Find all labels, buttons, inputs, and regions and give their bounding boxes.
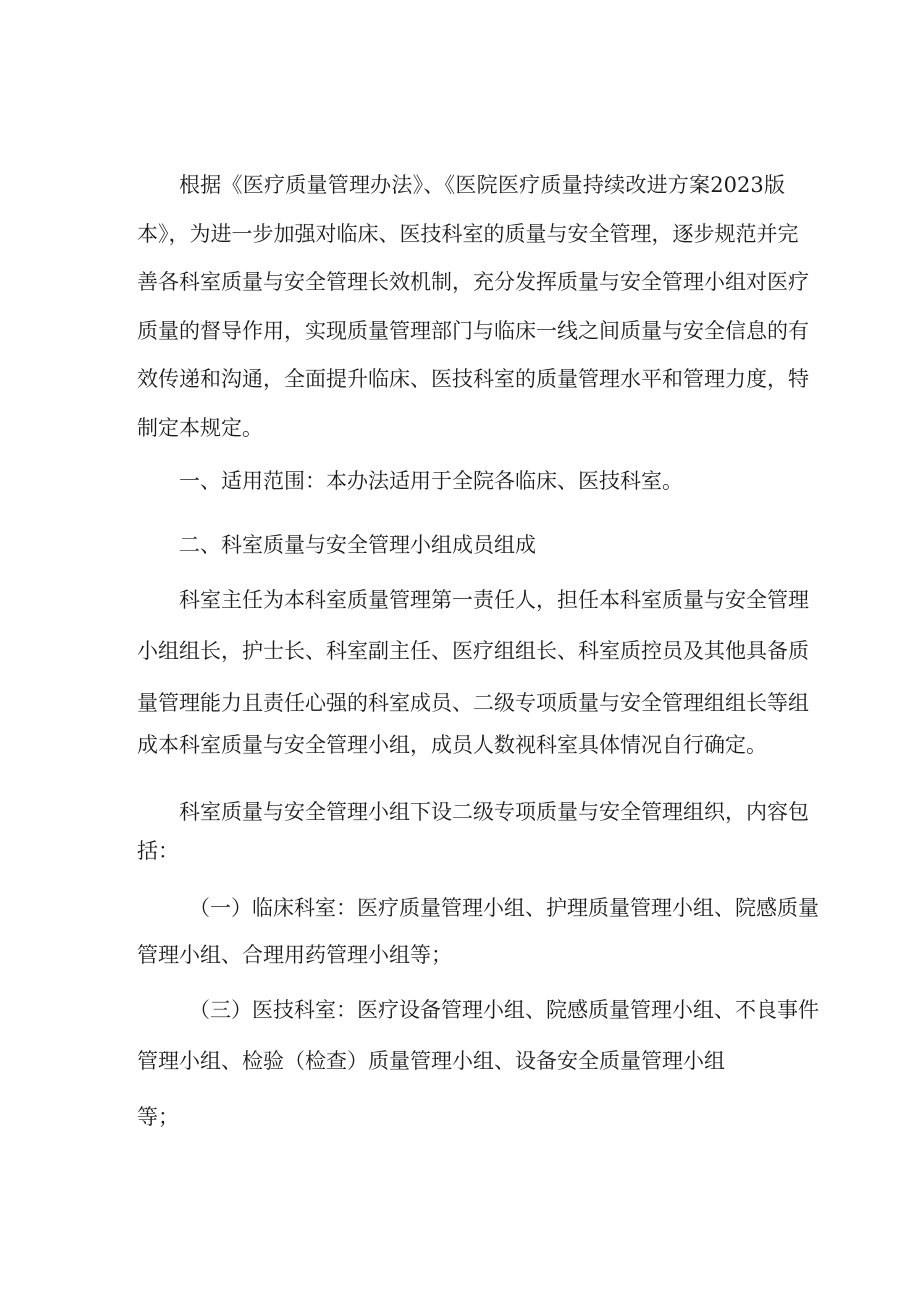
intro-line: 效传递和沟通，全面提升临床、医技科室的质量管理水平和管理力度，特 (137, 367, 809, 391)
intro-line: 善各科室质量与安全管理长效机制，充分发挥质量与安全管理小组对医疗 (137, 270, 809, 294)
intro-line: 制定本规定。 (137, 416, 263, 440)
intro-line: 根据《医疗质量管理办法》、《医院医疗质量持续改进方案2023版 (179, 173, 785, 197)
sub-org-line: 科室质量与安全管理小组下设二级专项质量与安全管理组织，内容包 (179, 800, 809, 824)
members-line: 科室主任为本科室质量管理第一责任人，担任本科室质量与安全管理 (179, 588, 809, 612)
sub-org-line: 括： (137, 839, 179, 863)
members-line: 小组组长，护士长、科室副主任、医疗组组长、科室质控员及其他具备质 (137, 639, 809, 663)
item-medtech-tail: 等； (137, 1105, 179, 1129)
item-medtech: （三）医技科室：医疗设备管理小组、院感质量管理小组、不良事件 (189, 998, 819, 1022)
section-one: 一、适用范围：本办法适用于全院各临床、医技科室。 (179, 469, 683, 493)
intro-line: 本》，为进一步加强对临床、医技科室的质量与安全管理，逐步规范并完 (137, 222, 799, 246)
intro-line: 质量的督导作用，实现质量管理部门与临床一线之间质量与安全信息的有 (137, 319, 809, 343)
members-line: 成本科室质量与安全管理小组，成员人数视科室具体情况自行确定。 (137, 733, 767, 757)
item-clinical: （一）临床科室：医疗质量管理小组、护理质量管理小组、院感质量 (189, 896, 819, 920)
item-medtech: 管理小组、检验（检查）质量管理小组、设备安全质量管理小组 (137, 1049, 725, 1073)
members-line: 量管理能力且责任心强的科室成员、二级专项质量与安全管理组组长等组 (137, 691, 809, 715)
item-clinical: 管理小组、合理用药管理小组等； (137, 943, 452, 967)
section-two-heading: 二、科室质量与安全管理小组成员组成 (179, 533, 536, 557)
